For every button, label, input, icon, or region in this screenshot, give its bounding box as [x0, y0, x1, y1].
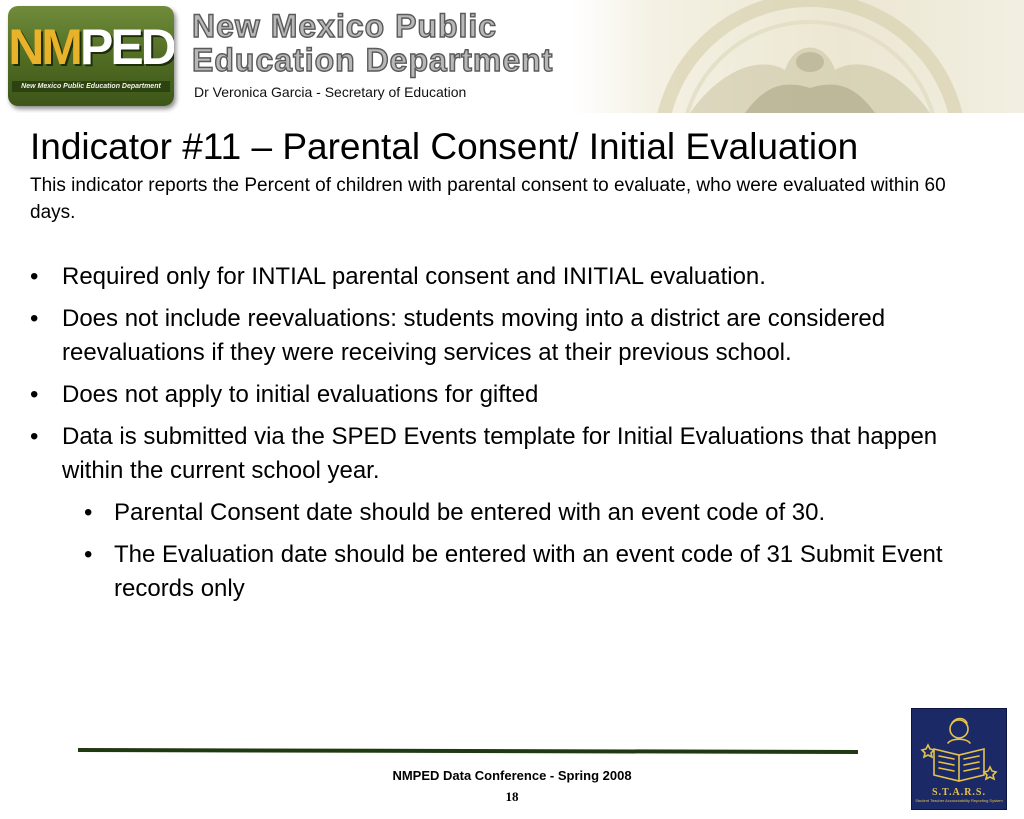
bullet-item [30, 378, 960, 412]
logo-text [8, 19, 174, 75]
stars-caption: Student Teacher Accountability Reporting System [915, 798, 1003, 803]
bullet-text: Does not include reevaluations: students moving into a district are considered reevaluations if they were receiving services at their previous school. [62, 305, 886, 366]
nmped-logo [8, 6, 174, 106]
stars-title: S.T.A.R.S. [932, 787, 986, 798]
department-name-line2: Education Department [192, 42, 554, 78]
bullet-glyph: • [30, 263, 39, 290]
student-reading-icon [912, 709, 1006, 789]
sub-bullet-text: The Evaluation date should be entered with an event code of 31 Submit Event records only [114, 541, 943, 602]
bullet-glyph: • [84, 541, 93, 568]
header-banner [0, 0, 1024, 113]
bullet-glyph: • [84, 499, 93, 526]
bullet-text: Does not apply to initial evaluations for gifted [62, 381, 539, 408]
department-name-line1: New Mexico Public [192, 8, 498, 44]
bullet-glyph: • [30, 305, 39, 332]
bullet-text: Data is submitted via the SPED Events template for Initial Evaluations that happen within the current school year. [62, 423, 938, 484]
sub-bullet-item [30, 496, 944, 530]
secretary-line: Dr Veronica Garcia - Secretary of Education [194, 84, 467, 100]
bullet-glyph: • [30, 381, 39, 408]
logo-text-ped: PED [79, 19, 174, 75]
slide-subtitle: This indicator reports the Percent of children with parental consent to evaluate, who were evaluated within 60 days. [30, 175, 946, 223]
bullet-item [30, 260, 960, 294]
footer-conference: NMPED Data Conference - Spring 2008 [392, 768, 632, 783]
bullet-item [30, 302, 960, 370]
sub-bullet-text: Parental Consent date should be entered with an event code of 30. [114, 499, 826, 526]
bullet-item [30, 420, 960, 488]
sub-bullet-item [30, 538, 944, 606]
logo-text-nm: NM [8, 19, 80, 75]
logo-tagline: New Mexico Public Education Department [12, 81, 170, 92]
state-seal-watermark [570, 0, 1024, 113]
slide-title: Indicator #11 – Parental Consent/ Initial Evaluation [30, 126, 859, 167]
page-number: 18 [505, 789, 519, 804]
footer-divider [78, 748, 858, 754]
bullet-glyph: • [30, 423, 39, 450]
bullet-text: Required only for INTIAL parental consent and INITIAL evaluation. [62, 263, 766, 290]
stars-logo [911, 708, 1007, 810]
bullet-list [30, 260, 960, 614]
